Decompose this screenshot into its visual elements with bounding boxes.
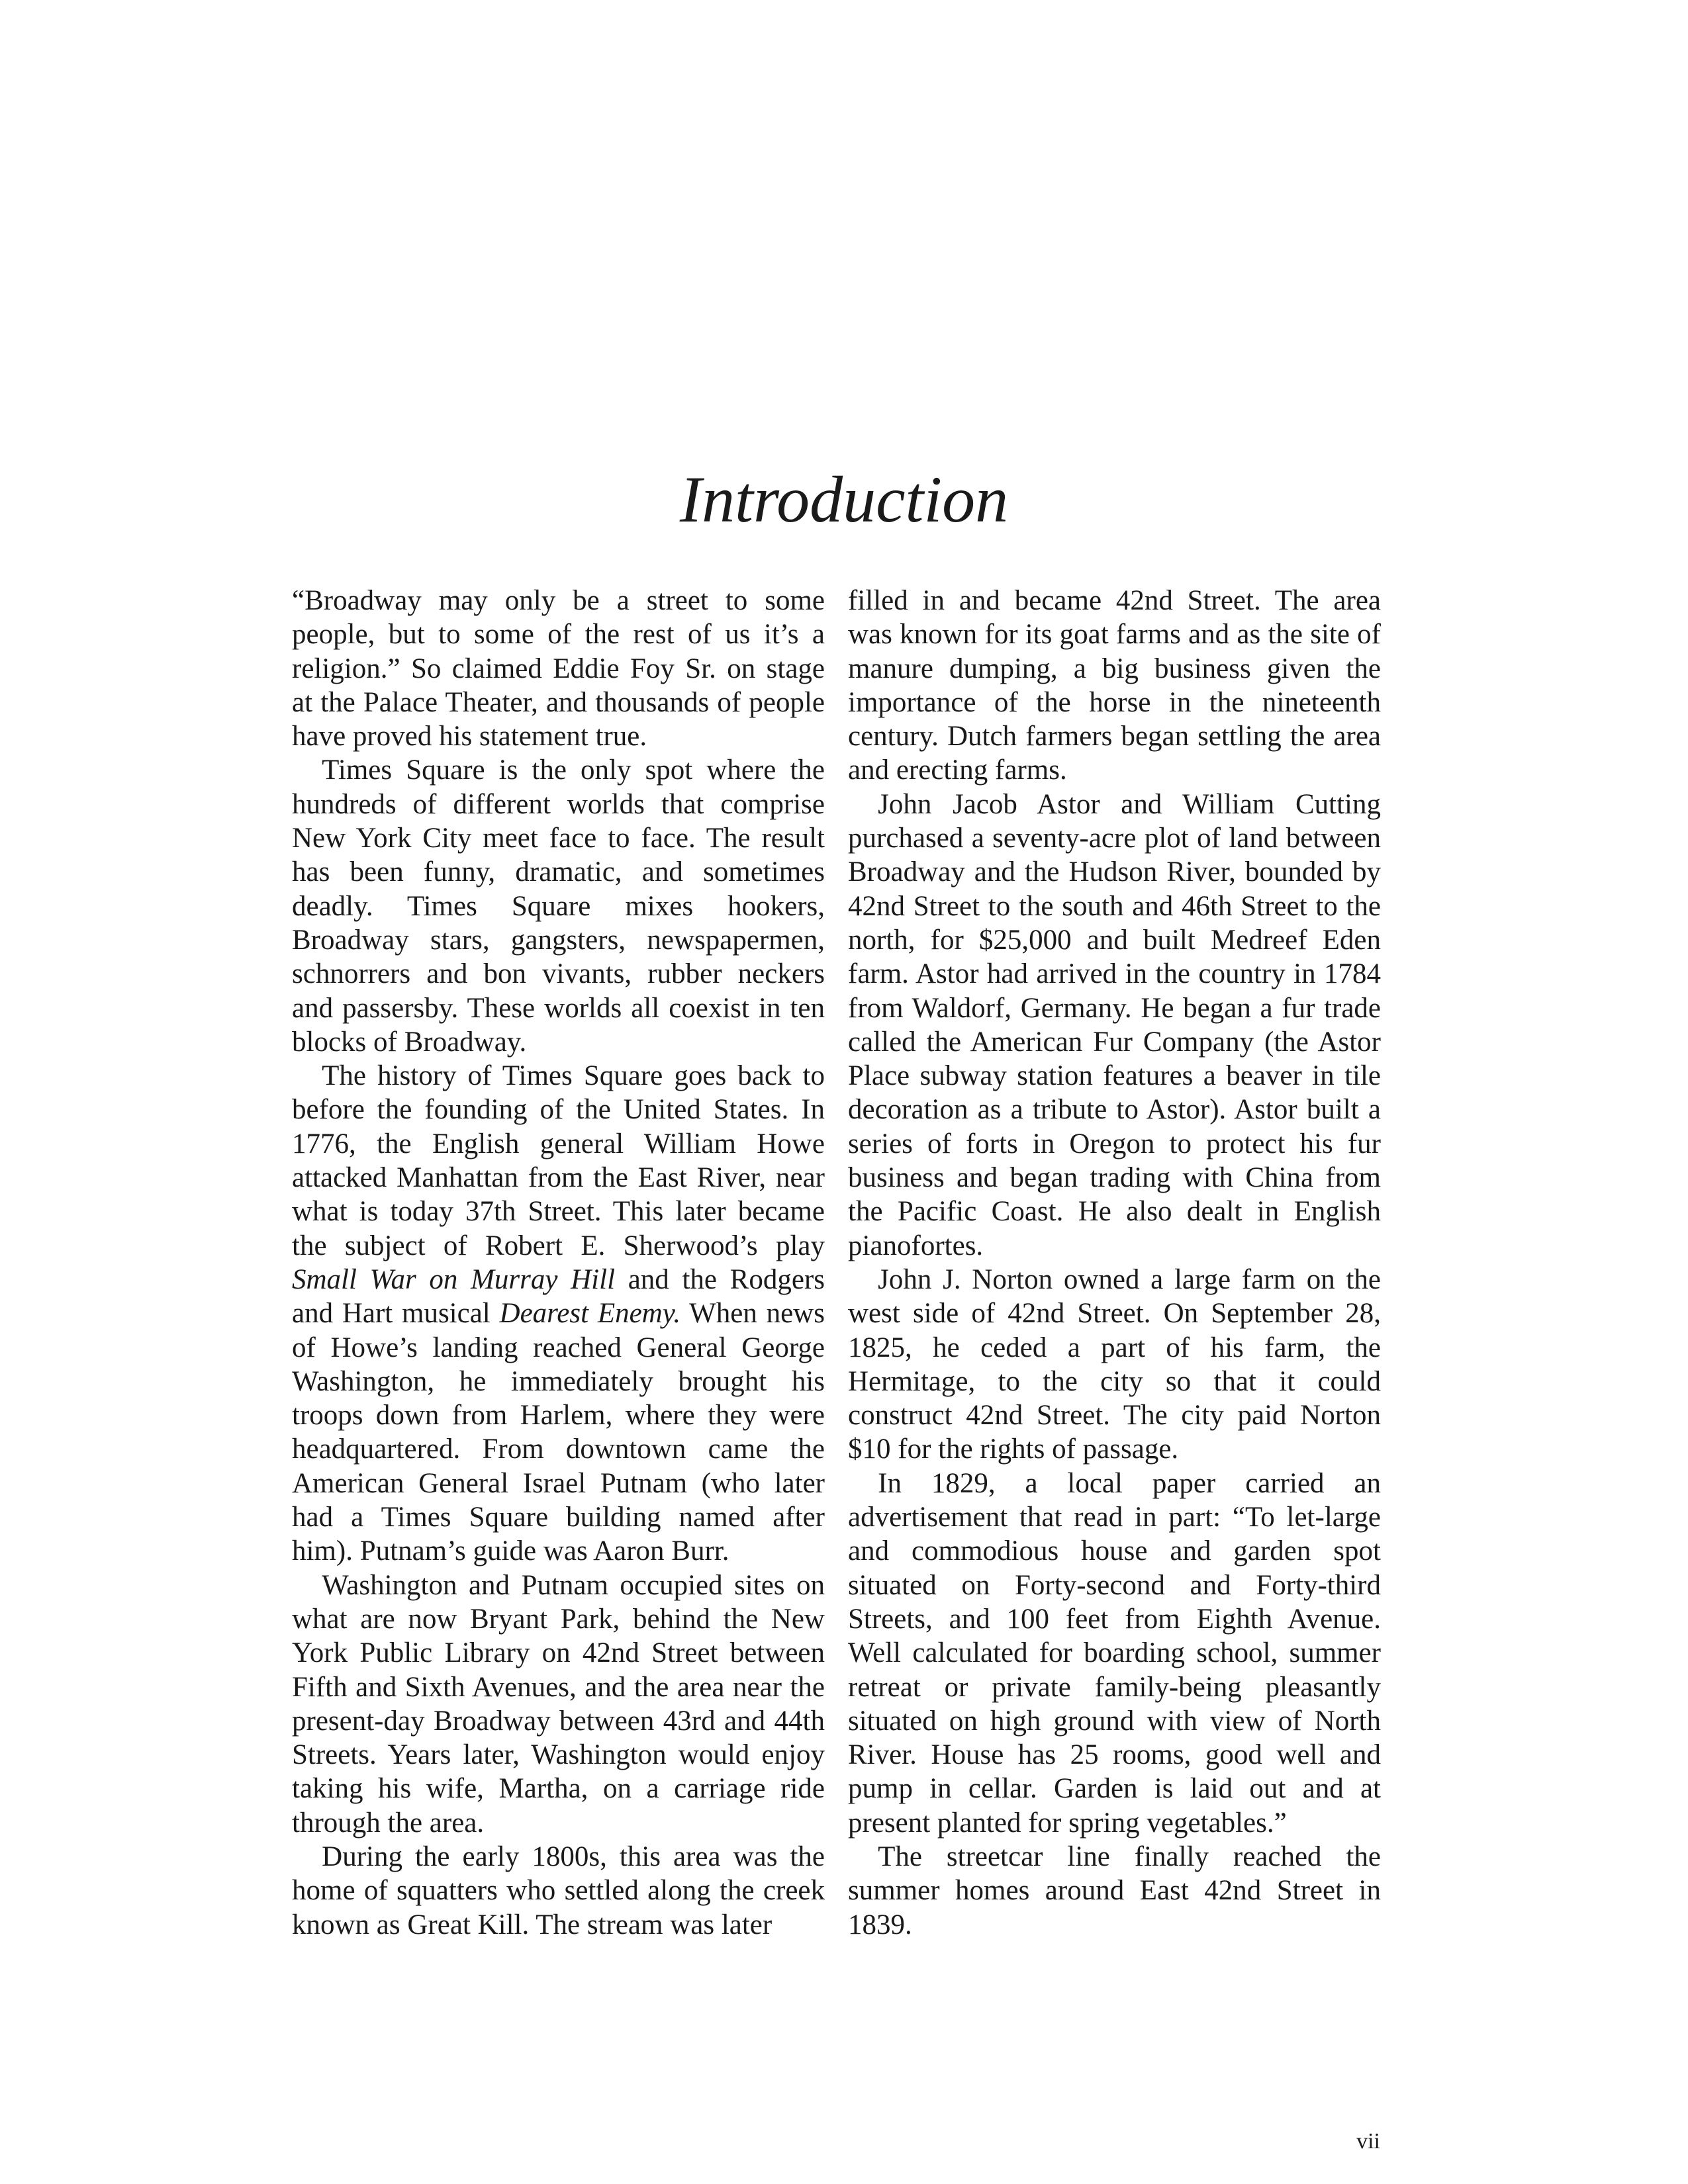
left-column: [292, 584, 825, 1942]
paragraph-norton: John J. Norton owned a large farm on the west side of 42nd Street. On September 28, 1825, he ceded a part of his farm, the Hermitage, to the city so that it could construct 42nd Street. The city paid Norton $10 for the rights of passage.: [848, 1263, 1381, 1465]
paragraph-eddie-foy: “Broadway may only be a street to some people, but to some of the rest of us it’s a religion.” So claimed Eddie Foy Sr. on stage at the Palace Theater, and thousands of people have proved his statement true.: [292, 585, 825, 752]
paragraph-early-1800s: During the early 1800s, this area was the home of squatters who settled along the creek known as Great Kill. The stream was later: [292, 1841, 825, 1940]
page-number: vii: [1356, 2129, 1380, 2154]
paragraph-times-square-worlds: Times Square is the only spot where the hundreds of different worlds that comprise New York City meet face to face. The result has been funny, dramatic, and sometimes deadly. Times Square mixes hookers, Broadway stars, gangsters, newspapermen, schnorrers and bon vivants, rubber neckers and passersby. These worlds all coexist in ten blocks of Broadway.: [292, 754, 825, 1058]
paragraph-history: [292, 1059, 825, 1568]
paragraph-advertisement: In 1829, a local paper carried an advertisement that read in part: “To let-large and commodious house and garden spot situated on Forty-second and Forty-third Streets, and 100 feet from Eighth Avenue. Well calculated for boarding school, summer retreat or private family-being pleasantly situated on high ground with view of North River. House has 25 rooms, good well and pump in cellar. Garden is laid out and at present planted for spring vegetables.”: [848, 1467, 1381, 1839]
right-column: [848, 584, 1381, 1942]
paragraph-history-text-b: and the Rodgers and Hart musical: [292, 1263, 825, 1330]
paragraph-streetcar: The streetcar line finally reached the summer homes around East 42nd Street in 1839.: [848, 1841, 1381, 1940]
paragraph-history-text-c: When news of Howe’s landing reached General George Washington, he immediately brought his troops down from Harlem, where they were headquartered. From downtown came the American General Israel Putnam (who later had a Times Square building named after him). Putnam’s guide was Aaron Burr.: [292, 1298, 825, 1567]
paragraph-astor: John Jacob Astor and William Cutting purchased a seventy-acre plot of land between Broadway and the Hudson River, bounded by 42nd Street to the south and 46th Street to the north, for $25,000 and built Medreef Eden farm. Astor had arrived in the country in 1784 from Waldorf, Germany. He began a fur trade called the American Fur Company (the Astor Place subway station features a beaver in tile decoration as a tribute to Astor). Astor built a series of forts in Oregon to protect his fur business and began trading with China from the Pacific Coast. He also dealt in English pianofortes.: [848, 788, 1381, 1261]
page-title: Introduction: [679, 463, 1009, 536]
paragraph-42nd-street: filled in and became 42nd Street. The area was known for its goat farms and as the site of manure dumping, a big business given the importance of the horse in the nineteenth century. Dutch farmers began settling the area and erecting farms.: [848, 585, 1381, 786]
paragraph-washington-putnam: Washington and Putnam occupied sites on what are now Bryant Park, behind the New York Public Library on 42nd Street between Fifth and Sixth Avenues, and the area near the present-day Broadway between 43rd and 44th Streets. Years later, Washington would enjoy taking his wife, Martha, on a carriage ride through the area.: [292, 1569, 825, 1839]
musical-title: Dearest Enemy.: [499, 1298, 681, 1330]
play-title: Small War on Murray Hill: [292, 1263, 616, 1295]
paragraph-history-text-a: The history of Times Square goes back to before the founding of the United States. In 1776, the English general William Howe attacked Manhattan from the East River, near what is today 37th Street. This later became the subject of Robert E. Sherwood’s play: [292, 1060, 825, 1261]
